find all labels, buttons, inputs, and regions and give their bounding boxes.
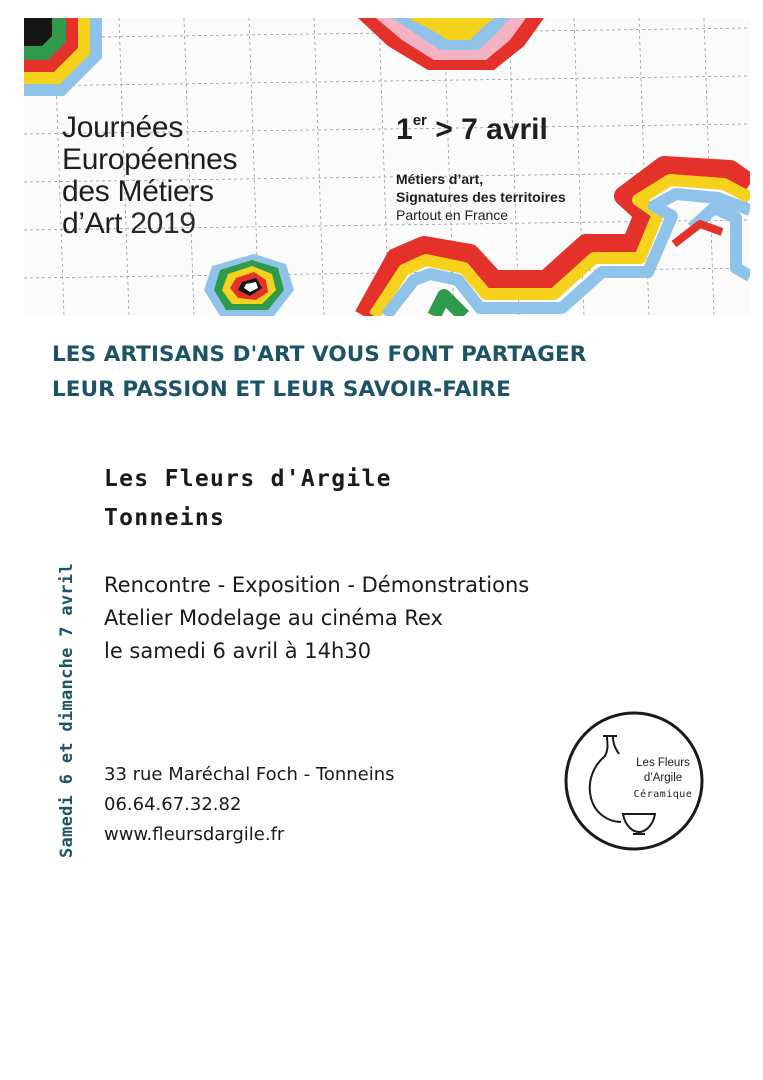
logo-line-2: d’Argile	[643, 772, 683, 784]
event-dates	[396, 112, 548, 147]
event-title-line-1: Journées	[62, 111, 184, 144]
headline-line-1: LES ARTISANS D'ART VOUS FONT PARTAGER	[52, 342, 587, 367]
event-year: 2019	[130, 207, 196, 240]
corner-shape-top-left	[24, 18, 102, 96]
event-banner	[24, 18, 750, 316]
shop-city: Tonneins	[104, 505, 226, 531]
event-title-line-4	[62, 208, 237, 240]
date-start-suffix: er	[412, 112, 427, 129]
date-end: > 7 avril	[435, 113, 548, 146]
headline-line-2: LEUR PASSION ET LEUR SAVOIR-FAIRE	[52, 377, 511, 402]
shop-block	[104, 460, 392, 538]
event-title-art: d’Art	[62, 207, 123, 240]
event-title	[62, 112, 237, 240]
vertical-dates-text: Samedi 6 et dimanche 7 avril	[57, 563, 77, 858]
contact-website[interactable]: www.fleursdargile.fr	[104, 824, 285, 845]
event-tagline	[396, 170, 566, 224]
activities-line-2: Atelier Modelage au cinéma Rex	[104, 606, 443, 630]
brand-logo	[563, 710, 705, 852]
vertical-dates	[53, 468, 83, 858]
contact-phone: 06.64.67.32.82	[104, 794, 242, 815]
tagline-line-2: Signatures des territoires	[396, 189, 566, 205]
activities-line-1: Rencontre - Exposition - Démonstrations	[104, 573, 530, 597]
headline	[52, 337, 586, 407]
tagline-line-1: Métiers d’art,	[396, 171, 484, 187]
activities-line-3: le samedi 6 avril à 14h30	[104, 639, 372, 663]
contact-block	[104, 760, 395, 850]
event-title-line-2: Européennes	[62, 143, 238, 176]
shop-name: Les Fleurs d'Argile	[104, 466, 392, 492]
contact-address: 33 rue Maréchal Foch - Tonneins	[104, 764, 395, 785]
date-start: 1	[396, 113, 413, 146]
shape-lower-left	[204, 254, 294, 316]
tagline-line-3: Partout en France	[396, 207, 509, 223]
corner-shape-top-center	[358, 18, 544, 70]
logo-line-3: Céramique	[633, 789, 693, 800]
logo-line-1: Les Fleurs	[636, 757, 690, 769]
event-title-line-3: des Métiers	[62, 175, 214, 208]
activities	[104, 569, 529, 668]
